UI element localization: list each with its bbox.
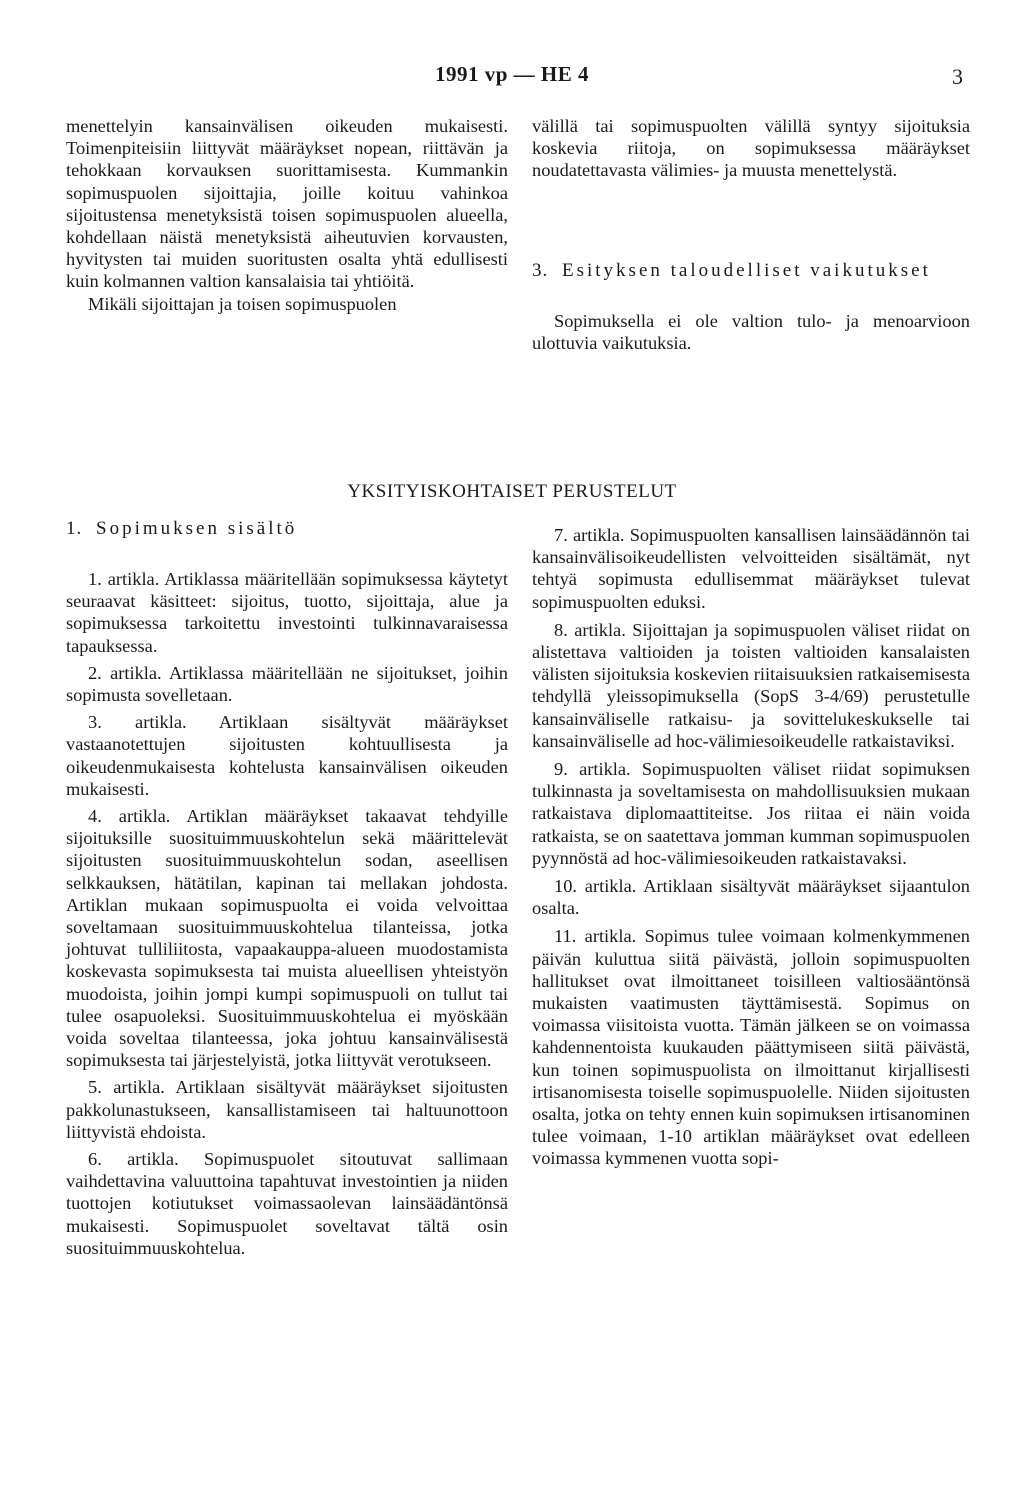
section-title: Sopimuksen sisältö xyxy=(96,518,298,539)
section-number: 1. xyxy=(66,518,83,539)
section-number: 3. xyxy=(532,259,549,281)
article-text: Artiklaan sisältyvät määräykset sijoitusten pakkolunastukseen, kansallistamiseen tai haltuunottoon liittyvistä ehdoista. xyxy=(66,1077,508,1142)
article-label: 4. artikla. xyxy=(88,806,171,827)
article-paragraph xyxy=(66,662,508,706)
article-text: Sopimus tulee voimaan kolmenkymmenen päivän kuluttua siitä päivästä, jolloin sopimuspuolten hallitukset ovat ilmoittaneet toisilleen valtiosääntönsä mukaisten vaatimusten täyttämisestä. Sopimus on voimassa viisitoista vuotta. Tämän jälkeen se on voimassa kahdennentoista kuukauden päättymiseen siitä päivästä, kun toinen sopimuspuolista on ilmoittanut kirjallisesti irtisanomisesta toiselle sopimuspuolelle. Niiden sijoitusten osalta, jotka on tehty ennen kuin sopimuksen irtisanominen tulee voimaan, 1-10 artiklan määräykset ovat edelleen voimassa kymmenen vuotta sopi- xyxy=(532,926,970,1169)
section-title-yksityiskohtaiset: YKSITYISKOHTAISET PERUSTELUT xyxy=(347,481,677,502)
article-paragraph xyxy=(66,711,508,800)
article-text: Artiklan määräykset takaavat tehdyille sijoituksille suosituimmuuskohtelun sekä määrittelevät sijoitusten suosituimmuuskohtelun sodan, aseellisen selkkauksen, hätätilan, kapinan tai mellakan johdosta. Artiklan mukaan sopimuspuolta ei voida velvoittaa soveltamaan suosituimmuuskohtelua tilanteissa, jotka johtuvat tulliliitosta, vapaakauppa-alueen muodostamista koskevasta sopimuksesta tai muista alueellisen yhteistyön muodoista, joihin jompi kumpi sopimuspuoli on tullut tai tulee osapuoleksi. Suosituimmuuskohtelua ei myöskään voida soveltaa tilanteessa, joka johtuu kansainvälisestä sopimuksesta tai järjestelyistä, jotka liittyvät verotukseen. xyxy=(66,806,508,1071)
article-label: 2. artikla. xyxy=(88,662,162,683)
article-text: Sopimuspuolet sitoutuvat sallimaan vaihdettavina valuuttoina tapahtuvat investointien ja niiden tuottojen kotiutukset voimassaolevan lainsäädäntönsä mukaisesti. Sopimuspuolet soveltavat tältä osin suosituimmuuskohtelua. xyxy=(66,1149,508,1258)
bottom-left-column xyxy=(66,518,508,1259)
section-title: Esityksen taloudelliset vaikutukset xyxy=(562,259,931,281)
article-label: 9. artikla. xyxy=(554,759,631,780)
bottom-right-column xyxy=(532,524,970,1170)
top-left-column xyxy=(66,115,508,315)
article-label: 11. artikla. xyxy=(554,926,637,947)
article-paragraph xyxy=(66,568,508,657)
article-label: 10. artikla. xyxy=(554,876,637,897)
page-number: 3 xyxy=(952,64,963,89)
article-text: Sijoittajan ja sopimuspuolen väliset riidat on alistettava valtioiden ja toisten valtioiden kansalaisten välisten sijoituksia koskevien riitaisuuksien ratkaisemisesta tehdyllä yleissopimuksella (SopS 3-4/69) perustetulle kansainväliselle ratkaisu- ja sovittelukeskukselle tai kansainväliselle ad hoc-välimiesoikeudelle ratkaistaviksi. xyxy=(532,619,970,751)
article-paragraph xyxy=(532,925,970,1169)
paragraph: Mikäli sijoittajan ja toisen sopimuspuolen xyxy=(88,293,397,314)
section-3-heading xyxy=(532,260,970,282)
article-text: Artiklaan sisältyvät määräykset vastaanotettujen sijoitusten kohtuullisesta ja oikeudenmukaisesta kohtelusta kansainvälisen oikeuden mukaisesti. xyxy=(66,712,508,799)
article-text: Sopimuspuolten väliset riidat sopimuksen tulkinnasta ja soveltamisesta on mahdollisuuksien mukaan ratkaistava diplomaattiteitse. Jos riitaa ei näin voida ratkaista, se on saatettava jomman kumman sopimuspuolen pyynnöstä ad hoc-välimiesoikeuden ratkaistavaksi. xyxy=(532,759,970,868)
article-text: Sopimuspuolten kansallisen lainsäädännön tai kansainvälisoikeudellisten velvoitteiden sisältämät, nyt tehtyä sopimusta edullisemmat määräykset tulevat sopimuspuolten eduksi. xyxy=(532,525,970,612)
article-paragraph xyxy=(66,805,508,1071)
paragraph: välillä tai sopimuspuolten välillä syntyy sijoituksia koskevia riitoja, on sopimuksessa määräykset noudatettavasta välimies- ja muusta menettelystä. xyxy=(532,116,970,181)
article-label: 7. artikla. xyxy=(554,525,625,545)
article-label: 6. artikla. xyxy=(88,1149,179,1170)
article-paragraph xyxy=(532,875,970,919)
section-1-heading xyxy=(66,518,508,540)
article-label: 8. artikla. xyxy=(554,619,626,640)
paragraph: Sopimuksella ei ole valtion tulo- ja menoarvioon ulottuvia vaikutuksia. xyxy=(532,310,970,353)
article-paragraph xyxy=(532,619,970,752)
running-header: 1991 vp — HE 4 xyxy=(434,62,590,86)
article-paragraph xyxy=(532,758,970,869)
paragraph: menettelyin kansainvälisen oikeuden mukaisesti. Toimenpiteisiin liittyvät määräykset nopean, riittävän ja tehokkaan korvauksen suorittamisesta. Kummankin sopimuspuolen sijoittajia, joille koituu vahinkoa sijoitustensa menetyksistä toisen sopimuspuolen alueella, kohdellaan näistä menetyksistä aiheutuvien korvausten, hyvitysten tai muiden suoritusten osalta yhtä edullisesti kuin kolmannen valtion kansalaisia tai yhtiöitä. xyxy=(66,116,508,292)
article-paragraph xyxy=(532,524,970,613)
top-right-column xyxy=(532,115,970,354)
article-text: Artiklaan sisältyvät määräykset sijaantulon osalta. xyxy=(532,876,970,919)
article-label: 3. artikla. xyxy=(88,712,187,733)
article-text: Artiklassa määritellään sopimuksessa käytetyt seuraavat käsitteet: sijoitus, tuotto, sijoittaja, alue ja sopimuksessa tarkoitettu investointi tulkinnavaraisessa tapauksessa. xyxy=(66,569,508,656)
article-label: 5. artikla. xyxy=(88,1077,165,1098)
article-label: 1. artikla. xyxy=(88,569,160,589)
article-paragraph xyxy=(66,1076,508,1143)
article-text: Artiklassa määritellään ne sijoitukset, joihin sopimusta sovelletaan. xyxy=(66,662,508,706)
article-paragraph xyxy=(66,1148,508,1259)
